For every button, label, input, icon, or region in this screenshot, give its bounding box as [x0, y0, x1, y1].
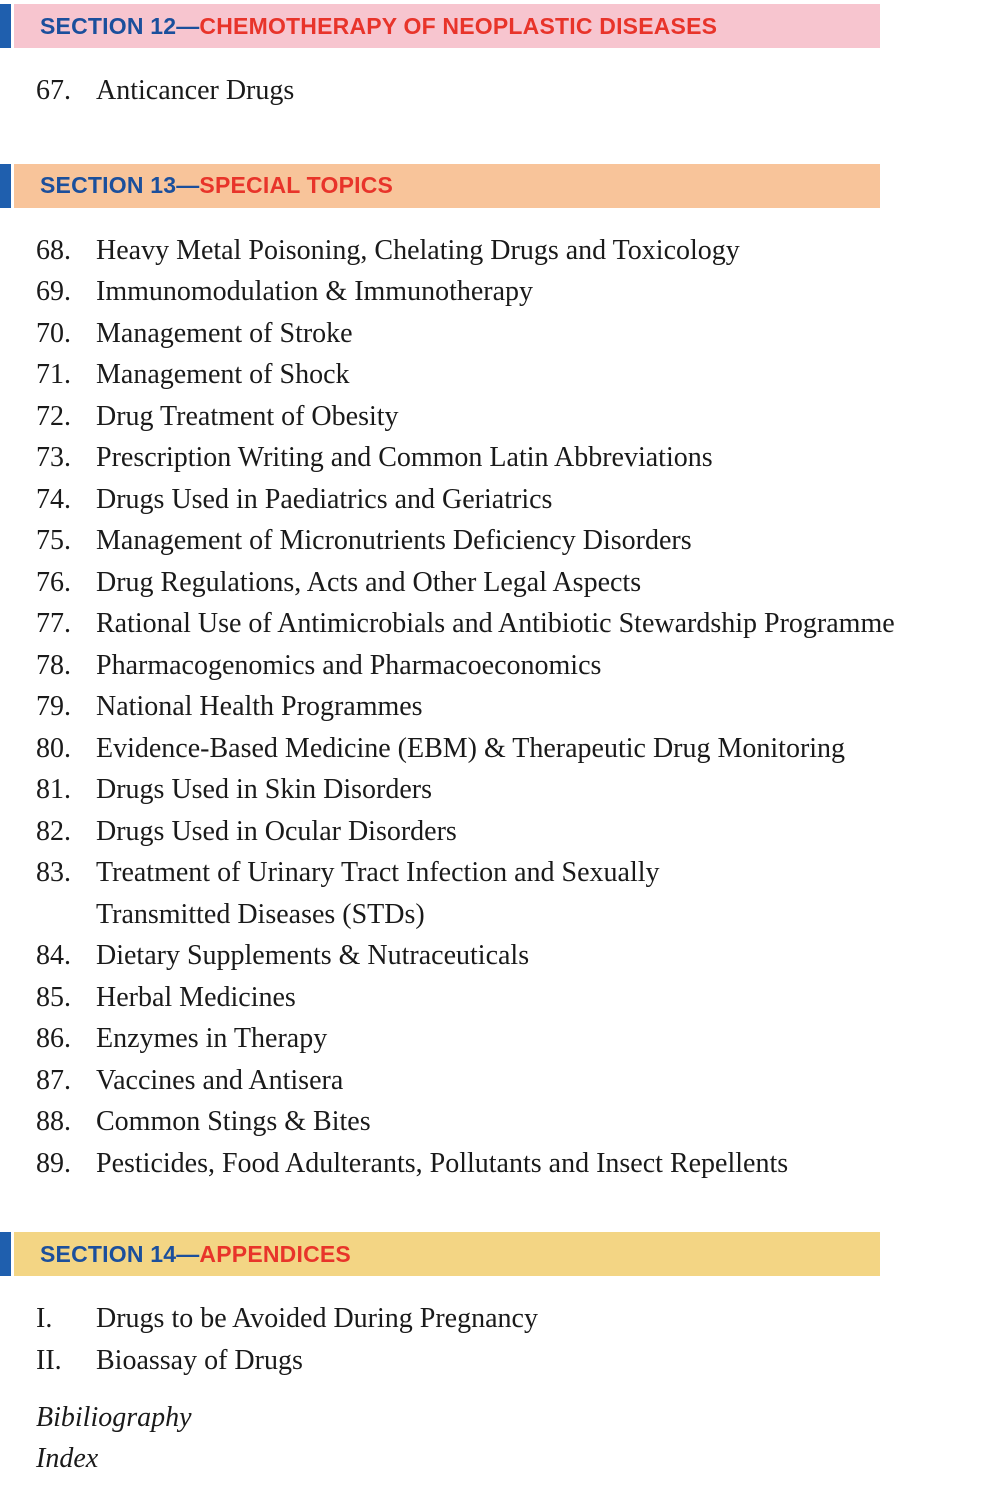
chapter-number: 67.: [36, 75, 71, 106]
chapter-number: 87.: [36, 1064, 71, 1096]
appendix-title: Drugs to be Avoided During Pregnancy: [96, 1303, 538, 1334]
spacer: [0, 208, 1008, 230]
index-entry[interactable]: Index: [36, 1443, 99, 1474]
list-item[interactable]: [0, 1101, 1008, 1143]
list-item[interactable]: [0, 354, 1008, 396]
list-item[interactable]: [0, 520, 1008, 562]
section-tab-marker-12: [0, 4, 11, 48]
list-item[interactable]: [0, 396, 1008, 438]
spacer: [0, 112, 1008, 164]
section-header-text-13: [14, 172, 393, 199]
chapter-title: Common Stings & Bites: [96, 1106, 371, 1137]
section-header-13: [14, 164, 880, 208]
chapter-number: 84.: [36, 940, 71, 971]
chapter-number: 79.: [36, 691, 71, 722]
section-dash-14: —: [176, 1240, 200, 1267]
list-item[interactable]: [0, 479, 1008, 521]
chapter-title: Drugs Used in Skin Disorders: [96, 774, 432, 805]
chapter-title: Drugs Used in Ocular Disorders: [96, 815, 457, 847]
chapter-title: National Health Programmes: [96, 691, 423, 722]
section-dash-13: —: [176, 172, 200, 198]
chapter-number: 69.: [36, 276, 71, 307]
chapter-list-12: [0, 70, 1008, 112]
section-label-12: SECTION 12: [40, 12, 177, 39]
list-item[interactable]: [0, 603, 1008, 645]
list-item[interactable]: [0, 1060, 1008, 1102]
section-tab-marker-13: [0, 164, 11, 208]
chapter-title: Heavy Metal Poisoning, Chelating Drugs and Toxicology: [96, 234, 740, 266]
list-item[interactable]: [0, 977, 1008, 1019]
list-item[interactable]: [0, 811, 1008, 853]
list-item[interactable]: [0, 1340, 1008, 1382]
list-item[interactable]: [0, 271, 1008, 313]
list-item[interactable]: [0, 769, 1008, 811]
list-item[interactable]: [0, 1143, 1008, 1185]
chapter-title: Management of Micronutrients Deficiency Disorders: [96, 525, 692, 556]
spacer: [0, 1381, 1008, 1397]
list-item[interactable]: [0, 852, 1008, 935]
chapter-title: Rational Use of Antimicrobials and Antibiotic Stewardship Programme: [96, 608, 895, 639]
chapter-title: Evidence-Based Medicine (EBM) & Therapeutic Drug Monitoring: [96, 732, 846, 764]
list-item[interactable]: [0, 313, 1008, 355]
chapter-title: Management of Stroke: [96, 317, 353, 349]
chapter-title: Vaccines and Antisera: [96, 1064, 344, 1096]
list-item[interactable]: [0, 562, 1008, 604]
section-label-13: SECTION 13: [40, 172, 177, 198]
appendix-number: II.: [36, 1344, 62, 1376]
chapter-title: Dietary Supplements & Nutraceuticals: [96, 940, 530, 971]
list-item[interactable]: [0, 437, 1008, 479]
appendix-number: I.: [36, 1303, 53, 1334]
appendix-list: [0, 1298, 1008, 1381]
chapter-number: 73.: [36, 442, 71, 473]
chapter-number: 75.: [36, 525, 71, 556]
bibliography-entry[interactable]: Bibiliography: [36, 1402, 192, 1433]
chapter-title: Drugs Used in Paediatrics and Geriatrics: [96, 483, 553, 515]
section-header-text-12: [14, 13, 717, 40]
chapter-list-13: [0, 230, 1008, 1185]
chapter-number: 74.: [36, 483, 71, 515]
section-header-14: [14, 1232, 880, 1276]
chapter-title: Drug Treatment of Obesity: [96, 400, 399, 432]
chapter-title: Immunomodulation & Immunotherapy: [96, 276, 534, 307]
chapter-number: 86.: [36, 1023, 71, 1054]
list-item[interactable]: [0, 935, 1008, 977]
chapter-title: [92, 852, 1008, 935]
section-dash-12: —: [176, 12, 200, 39]
chapter-number: 77.: [36, 608, 71, 639]
section-title-12: CHEMOTHERAPY OF NEOPLASTIC DISEASES: [199, 12, 718, 39]
chapter-number: 68.: [36, 234, 71, 266]
chapter-number: 71.: [36, 359, 71, 390]
chapter-number: 78.: [36, 649, 71, 681]
section-title-13: SPECIAL TOPICS: [199, 172, 394, 198]
list-item[interactable]: [0, 230, 1008, 272]
chapter-title: Anticancer Drugs: [96, 75, 295, 106]
list-item[interactable]: [0, 1018, 1008, 1060]
chapter-number: 89.: [36, 1147, 71, 1179]
spacer: [0, 1276, 1008, 1298]
chapter-title: Drug Regulations, Acts and Other Legal Aspects: [96, 566, 642, 598]
list-item[interactable]: [0, 728, 1008, 770]
spacer: [0, 1184, 1008, 1232]
section-label-14: SECTION 14: [40, 1240, 177, 1267]
chapter-title: Enzymes in Therapy: [96, 1023, 328, 1054]
section-header-text-14: [14, 1241, 351, 1268]
chapter-title: Pesticides, Food Adulterants, Pollutants and Insect Repellents: [96, 1147, 789, 1179]
section-tab-marker-14: [0, 1232, 11, 1276]
chapter-number: 85.: [36, 981, 71, 1013]
chapter-title: Management of Shock: [96, 359, 350, 390]
list-item[interactable]: [0, 686, 1008, 728]
chapter-number: 70.: [36, 317, 71, 349]
chapter-title-line2: Transmitted Diseases (STDs): [96, 898, 425, 930]
chapter-number: 72.: [36, 400, 71, 432]
chapter-number: 88.: [36, 1106, 71, 1137]
chapter-title: Pharmacogenomics and Pharmacoeconomics: [96, 649, 602, 681]
chapter-title: Prescription Writing and Common Latin Abbreviations: [96, 442, 713, 473]
chapter-title: Herbal Medicines: [96, 981, 296, 1013]
chapter-number: 82.: [36, 815, 71, 847]
spacer: [0, 48, 1008, 70]
toc-page: [0, 4, 1008, 1504]
list-item[interactable]: [0, 1298, 1008, 1340]
chapter-number: 81.: [36, 774, 71, 805]
chapter-number: 83.: [36, 857, 71, 888]
appendix-title: Bioassay of Drugs: [96, 1344, 303, 1376]
list-item[interactable]: [0, 70, 1008, 112]
chapter-number: 80.: [36, 732, 71, 764]
section-header-12: [14, 4, 880, 48]
section-title-14: APPENDICES: [199, 1240, 351, 1267]
chapter-title-line1: Treatment of Urinary Tract Infection and Sexually: [96, 857, 660, 888]
list-item[interactable]: [0, 645, 1008, 687]
chapter-number: 76.: [36, 566, 71, 598]
